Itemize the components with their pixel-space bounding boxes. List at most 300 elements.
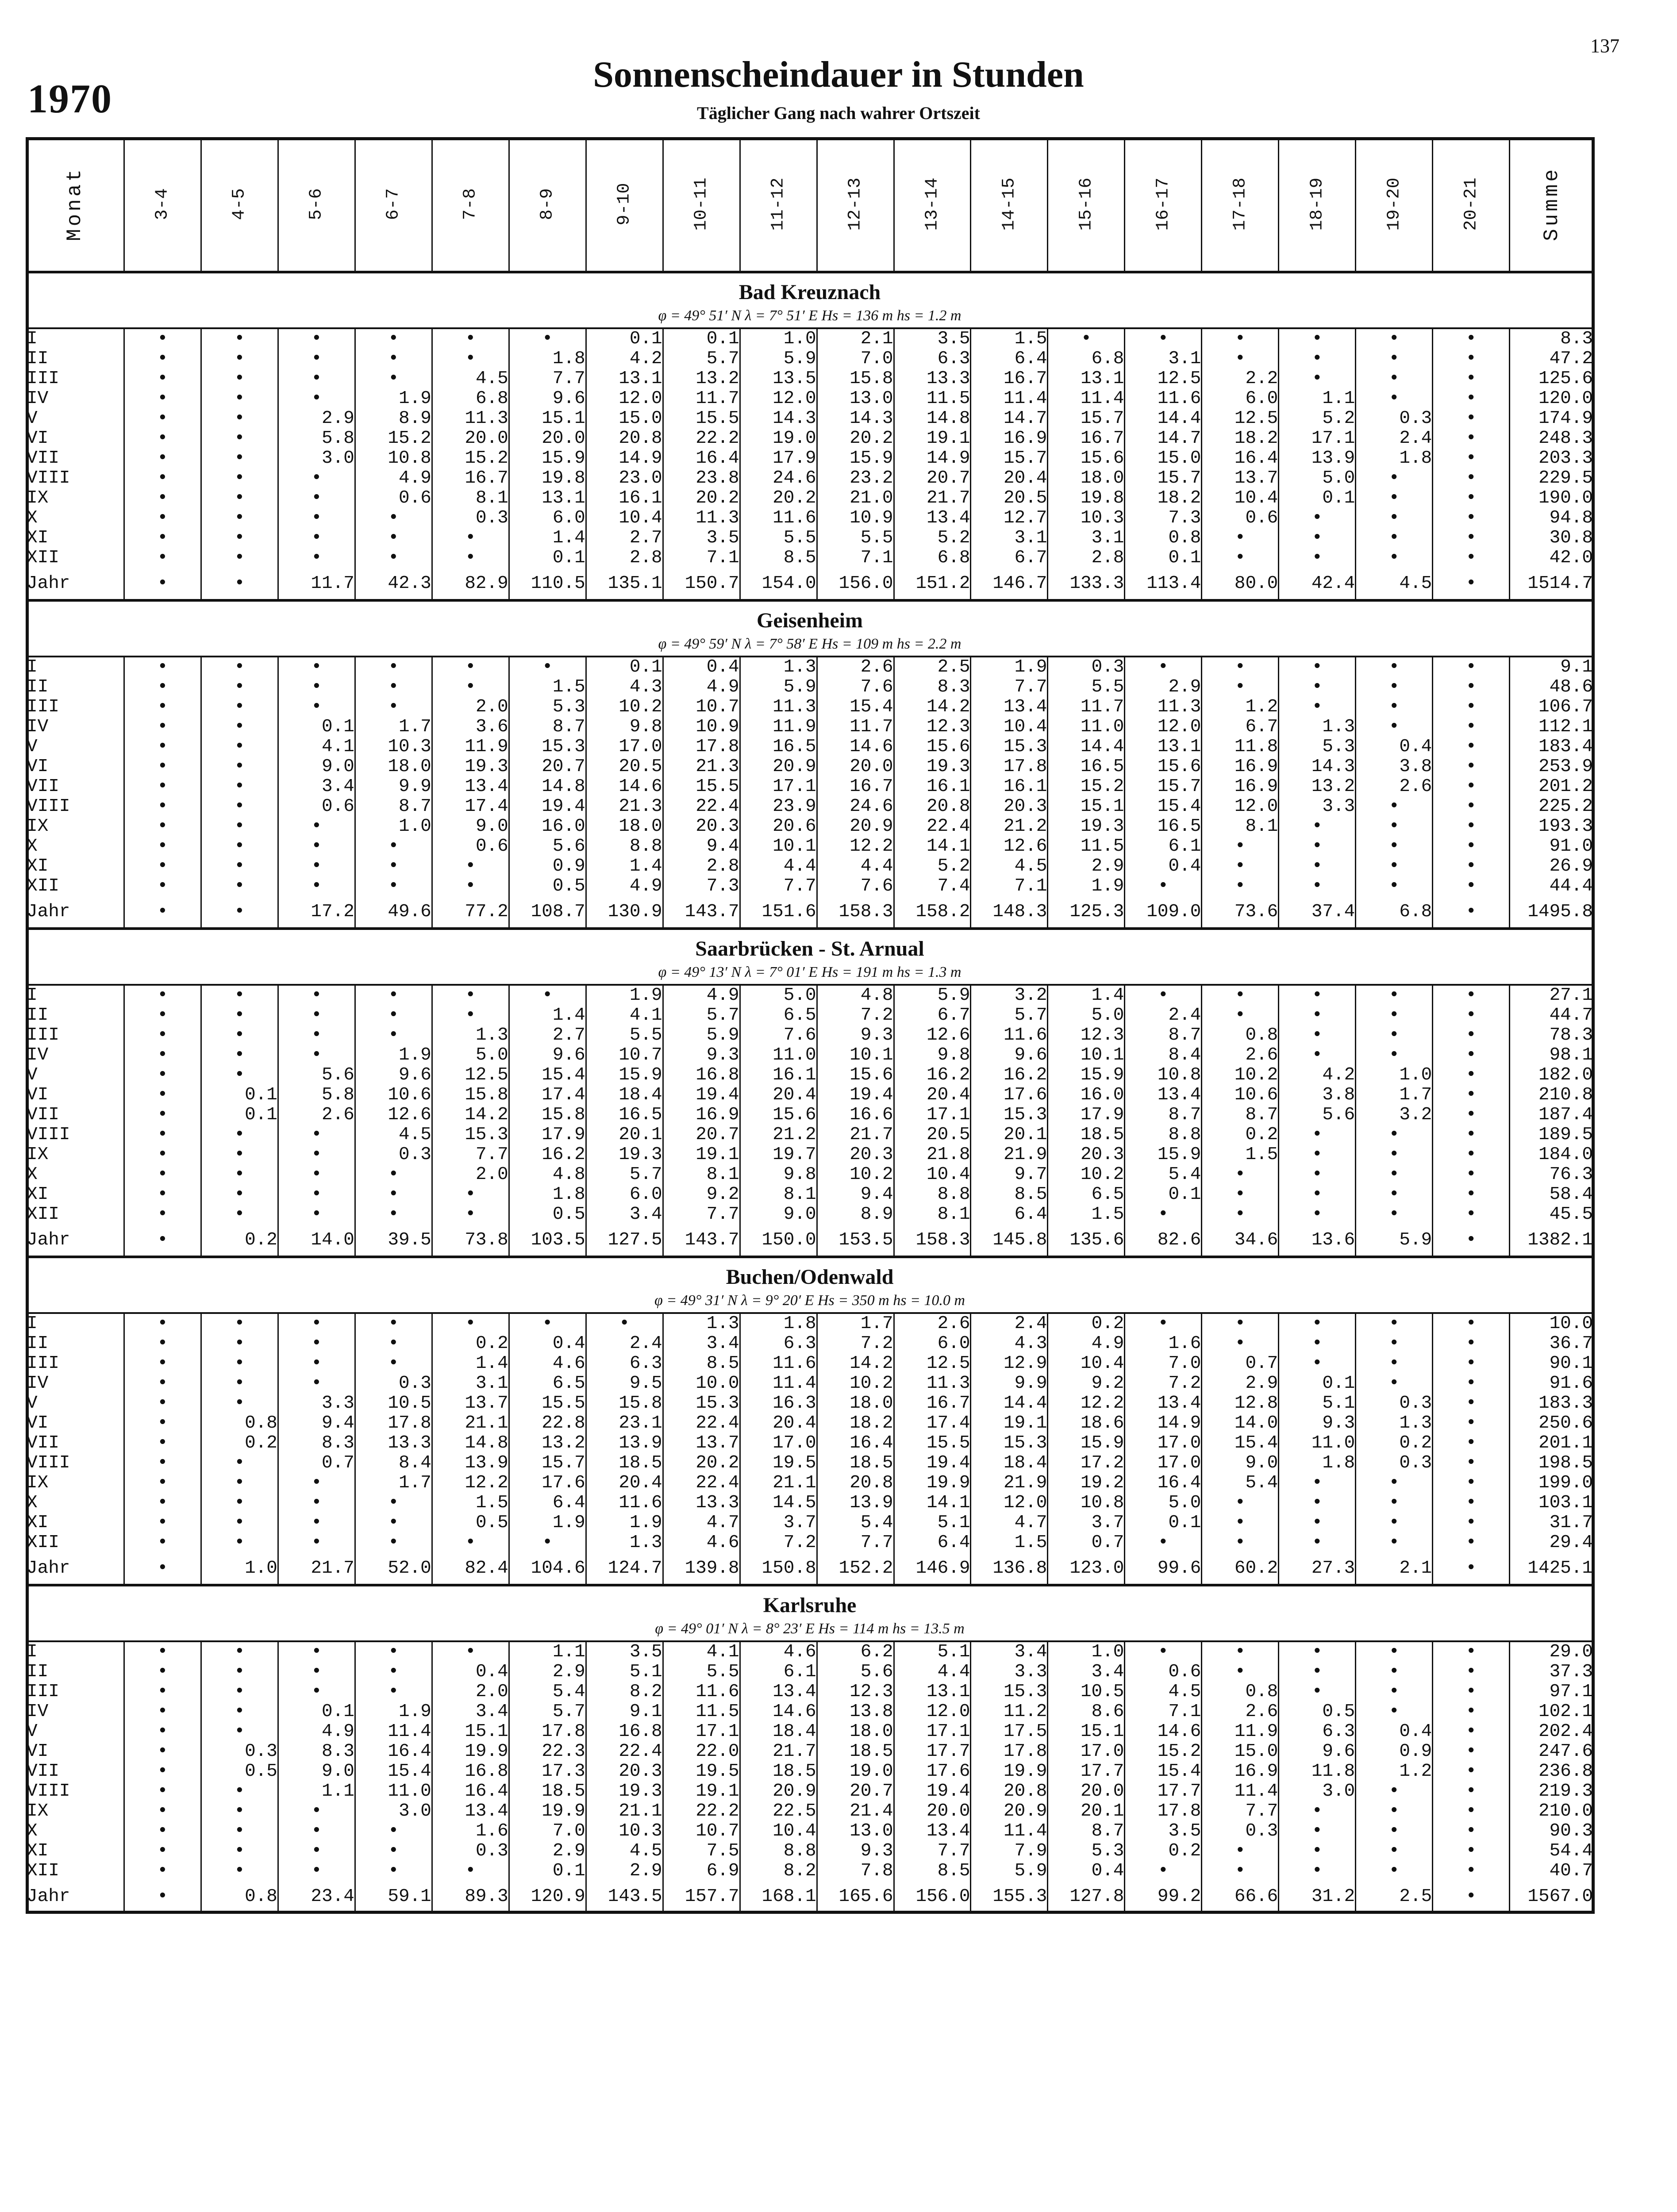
month-label: IV xyxy=(27,717,49,737)
value-cell: 7.6 xyxy=(817,876,894,896)
value-cell: 10.5 xyxy=(1048,1682,1125,1702)
value-cell: 0.3 xyxy=(1356,1394,1433,1413)
value-cell: • xyxy=(1048,328,1125,349)
value-cell: 9.6 xyxy=(509,1045,586,1065)
annual-value: 148.3 xyxy=(971,896,1048,929)
annual-value: 150.8 xyxy=(740,1553,817,1585)
value-cell: 7.1 xyxy=(1125,1702,1202,1722)
value-cell: 20.2 xyxy=(663,1453,740,1473)
value-cell: 5.4 xyxy=(1202,1473,1279,1493)
value-cell: 5.2 xyxy=(894,856,971,876)
value-cell: 1.8 xyxy=(509,349,586,369)
value-cell: 3.1 xyxy=(432,1374,509,1394)
value-cell: 0.7 xyxy=(1048,1533,1125,1553)
value-cell: • xyxy=(124,777,201,797)
value-cell: 1.4 xyxy=(509,1006,586,1025)
value-cell: • xyxy=(1356,1025,1433,1045)
value-cell: 12.0 xyxy=(894,1702,971,1722)
value-cell: 22.4 xyxy=(663,797,740,817)
value-cell: 1.3 xyxy=(586,1533,663,1553)
value-cell: 5.9 xyxy=(663,1025,740,1045)
value-cell: 7.2 xyxy=(1125,1374,1202,1394)
value-cell: 14.4 xyxy=(1125,409,1202,429)
value-cell: 11.9 xyxy=(432,737,509,757)
value-cell: 8.3 xyxy=(894,677,971,697)
table-row xyxy=(27,469,1593,488)
value-cell: 1.9 xyxy=(586,985,663,1006)
value-cell: • xyxy=(201,1334,278,1354)
value-cell: 1.4 xyxy=(432,1354,509,1374)
value-cell: 16.7 xyxy=(894,1394,971,1413)
value-cell: • xyxy=(1356,1841,1433,1861)
value-cell: • xyxy=(278,1513,355,1533)
value-cell: • xyxy=(124,737,201,757)
value-cell: • xyxy=(201,508,278,528)
value-cell: • xyxy=(1433,1682,1510,1702)
value-cell: • xyxy=(355,985,432,1006)
value-cell: 14.6 xyxy=(817,737,894,757)
annual-value: 17.2 xyxy=(278,896,355,929)
value-cell: 0.4 xyxy=(509,1334,586,1354)
table-row xyxy=(27,488,1593,508)
value-cell: 14.8 xyxy=(432,1433,509,1453)
value-cell: 18.4 xyxy=(586,1085,663,1105)
month-label: V xyxy=(27,409,38,429)
value-cell: • xyxy=(278,985,355,1006)
value-cell: • xyxy=(432,328,509,349)
table-row xyxy=(27,1045,1593,1065)
value-cell: 4.3 xyxy=(971,1334,1048,1354)
value-cell: 20.3 xyxy=(971,797,1048,817)
value-cell: 22.4 xyxy=(663,1473,740,1493)
value-cell: • xyxy=(1433,1433,1510,1453)
value-cell: • xyxy=(1279,837,1356,856)
value-cell: 20.3 xyxy=(1048,1145,1125,1165)
month-label: IV xyxy=(27,389,49,409)
annual-value: 60.2 xyxy=(1202,1553,1279,1585)
value-cell: 20.4 xyxy=(740,1413,817,1433)
value-cell: 10.2 xyxy=(1202,1065,1279,1085)
value-cell: 0.8 xyxy=(201,1413,278,1433)
value-cell: 21.1 xyxy=(586,1801,663,1821)
value-cell: • xyxy=(1356,1145,1433,1165)
value-cell: • xyxy=(124,1165,201,1185)
value-cell: 9.2 xyxy=(1048,1374,1125,1394)
value-cell: 6.5 xyxy=(740,1006,817,1025)
value-cell: 3.6 xyxy=(432,717,509,737)
value-cell: • xyxy=(1356,1185,1433,1205)
table-row xyxy=(27,1861,1593,1881)
value-cell: 18.0 xyxy=(355,757,432,777)
value-cell: • xyxy=(355,369,432,389)
value-cell: 16.2 xyxy=(509,1145,586,1165)
value-cell: • xyxy=(355,1821,432,1841)
value-cell: 8.2 xyxy=(740,1861,817,1881)
row-sum: 247.6 xyxy=(1510,1742,1593,1762)
annual-value: 143.5 xyxy=(586,1881,663,1912)
value-cell: • xyxy=(1279,1165,1356,1185)
value-cell: • xyxy=(124,409,201,429)
annual-total-row xyxy=(27,1881,1593,1912)
value-cell: • xyxy=(201,349,278,369)
value-cell: 1.0 xyxy=(1356,1065,1433,1085)
value-cell: • xyxy=(1433,1762,1510,1782)
row-sum: 250.6 xyxy=(1510,1413,1593,1433)
value-cell: 20.9 xyxy=(817,817,894,837)
value-cell: • xyxy=(1125,1641,1202,1662)
value-cell: • xyxy=(355,1006,432,1025)
value-cell: • xyxy=(124,508,201,528)
annual-sum: 1514.7 xyxy=(1510,568,1593,600)
value-cell: 13.4 xyxy=(432,777,509,797)
value-cell: • xyxy=(124,876,201,896)
value-cell: 11.8 xyxy=(1279,1762,1356,1782)
value-cell: 20.6 xyxy=(740,817,817,837)
value-cell: 17.0 xyxy=(1125,1453,1202,1473)
value-cell: • xyxy=(509,1313,586,1334)
value-cell: 0.5 xyxy=(432,1513,509,1533)
value-cell: • xyxy=(1433,389,1510,409)
value-cell: 10.4 xyxy=(1202,488,1279,508)
row-sum: 45.5 xyxy=(1510,1205,1593,1225)
value-cell: • xyxy=(1356,985,1433,1006)
month-label: X xyxy=(27,837,38,856)
value-cell: 15.8 xyxy=(432,1085,509,1105)
station-coordinates-row xyxy=(27,304,1593,328)
value-cell: 3.0 xyxy=(355,1801,432,1821)
value-cell: 19.1 xyxy=(971,1413,1048,1433)
value-cell: 4.9 xyxy=(586,876,663,896)
table-row xyxy=(27,856,1593,876)
value-cell: • xyxy=(1356,657,1433,677)
value-cell: 1.4 xyxy=(1048,985,1125,1006)
value-cell: 22.0 xyxy=(663,1742,740,1762)
value-cell: 8.7 xyxy=(1202,1105,1279,1125)
value-cell: 10.6 xyxy=(355,1085,432,1105)
value-cell: 12.7 xyxy=(971,508,1048,528)
value-cell: 3.5 xyxy=(1125,1821,1202,1841)
value-cell: 3.0 xyxy=(1279,1782,1356,1801)
value-cell: 13.0 xyxy=(817,1821,894,1841)
value-cell: 11.5 xyxy=(1048,837,1125,856)
value-cell: 1.5 xyxy=(971,1533,1048,1553)
value-cell: 16.4 xyxy=(1125,1473,1202,1493)
row-sum: 193.3 xyxy=(1510,817,1593,837)
station-coordinates: φ = 49° 01′ N λ = 8° 23′ E Hs = 114 m hs = 13.5 m xyxy=(27,1617,1593,1641)
station-name-row xyxy=(27,1585,1593,1617)
annual-value: 143.7 xyxy=(663,896,740,929)
month-label: VI xyxy=(27,1742,49,1762)
value-cell: 3.4 xyxy=(432,1702,509,1722)
value-cell: • xyxy=(1125,1313,1202,1334)
month-label: I xyxy=(27,1313,38,1334)
month-label: VI xyxy=(27,1413,49,1433)
value-cell: 16.6 xyxy=(817,1105,894,1125)
month-label: XII xyxy=(27,1533,59,1553)
value-cell: • xyxy=(1279,1513,1356,1533)
value-cell: • xyxy=(201,757,278,777)
value-cell: 13.1 xyxy=(1125,737,1202,757)
value-cell: • xyxy=(1279,1334,1356,1354)
value-cell: 4.6 xyxy=(740,1641,817,1662)
value-cell: • xyxy=(1433,1185,1510,1205)
value-cell: 15.9 xyxy=(817,449,894,469)
value-cell: 22.2 xyxy=(663,1801,740,1821)
value-cell: 20.2 xyxy=(663,488,740,508)
value-cell: • xyxy=(278,1205,355,1225)
value-cell: 10.3 xyxy=(586,1821,663,1841)
annual-value: 168.1 xyxy=(740,1881,817,1912)
value-cell: • xyxy=(278,488,355,508)
annual-value: • xyxy=(1433,896,1510,929)
value-cell: 6.4 xyxy=(971,1205,1048,1225)
value-cell: 10.4 xyxy=(586,508,663,528)
value-cell: 6.1 xyxy=(740,1662,817,1682)
value-cell: 1.8 xyxy=(1356,449,1433,469)
value-cell: • xyxy=(1356,508,1433,528)
value-cell: • xyxy=(124,1394,201,1413)
value-cell: 4.1 xyxy=(278,737,355,757)
value-cell: • xyxy=(1356,1821,1433,1841)
value-cell: • xyxy=(1279,1801,1356,1821)
value-cell: 18.0 xyxy=(817,1722,894,1742)
value-cell: 15.4 xyxy=(1125,1762,1202,1782)
value-cell: • xyxy=(201,389,278,409)
value-cell: 2.8 xyxy=(663,856,740,876)
value-cell: 12.5 xyxy=(1125,369,1202,389)
value-cell: • xyxy=(201,1641,278,1662)
value-cell: 16.4 xyxy=(355,1742,432,1762)
value-cell: 17.8 xyxy=(663,737,740,757)
value-cell: • xyxy=(201,409,278,429)
value-cell: 20.7 xyxy=(817,1782,894,1801)
value-cell: 4.4 xyxy=(740,856,817,876)
table-row xyxy=(27,1533,1593,1553)
value-cell: 11.7 xyxy=(1048,697,1125,717)
value-cell: 6.7 xyxy=(971,548,1048,568)
value-cell: 11.8 xyxy=(1202,737,1279,757)
value-cell: 4.8 xyxy=(509,1165,586,1185)
value-cell: • xyxy=(355,1641,432,1662)
value-cell: 11.6 xyxy=(971,1025,1048,1045)
value-cell: 17.8 xyxy=(971,757,1048,777)
value-cell: • xyxy=(1202,1006,1279,1025)
annual-value: • xyxy=(1433,1881,1510,1912)
row-sum: 203.3 xyxy=(1510,449,1593,469)
value-cell: 13.9 xyxy=(586,1433,663,1453)
column-header xyxy=(817,137,894,272)
column-header-label: 18-19 xyxy=(1307,177,1327,231)
value-cell: 22.4 xyxy=(663,1413,740,1433)
value-cell: • xyxy=(201,1394,278,1413)
value-cell: 13.1 xyxy=(586,369,663,389)
value-cell: 19.3 xyxy=(894,757,971,777)
value-cell: 14.6 xyxy=(1125,1722,1202,1742)
value-cell: 16.5 xyxy=(586,1105,663,1125)
value-cell: • xyxy=(278,1313,355,1334)
value-cell: 6.4 xyxy=(894,1533,971,1553)
value-cell: • xyxy=(278,837,355,856)
value-cell: • xyxy=(124,389,201,409)
column-header-label: 8-9 xyxy=(537,188,558,220)
value-cell: 7.2 xyxy=(817,1006,894,1025)
value-cell: 18.0 xyxy=(1048,469,1125,488)
value-cell: • xyxy=(1202,876,1279,896)
value-cell: 5.2 xyxy=(894,528,971,548)
value-cell: • xyxy=(124,1334,201,1354)
value-cell: • xyxy=(355,697,432,717)
year-heading: 1970 xyxy=(27,76,112,121)
value-cell: 17.7 xyxy=(1125,1782,1202,1801)
value-cell: • xyxy=(1125,657,1202,677)
value-cell: • xyxy=(124,717,201,737)
value-cell: 13.3 xyxy=(355,1433,432,1453)
value-cell: 19.8 xyxy=(509,469,586,488)
table-row xyxy=(27,817,1593,837)
value-cell: • xyxy=(1202,1641,1279,1662)
value-cell: 8.8 xyxy=(586,837,663,856)
month-label: I xyxy=(27,329,38,349)
value-cell: 0.3 xyxy=(432,1841,509,1861)
annual-value: 113.4 xyxy=(1125,568,1202,600)
value-cell: 14.4 xyxy=(1048,737,1125,757)
column-header xyxy=(1202,137,1279,272)
row-sum: 42.0 xyxy=(1510,548,1593,568)
value-cell: 12.2 xyxy=(817,837,894,856)
value-cell: • xyxy=(1433,817,1510,837)
value-cell: 11.4 xyxy=(1048,389,1125,409)
value-cell: 2.6 xyxy=(278,1105,355,1125)
column-header xyxy=(971,137,1048,272)
row-sum: 210.8 xyxy=(1510,1085,1593,1105)
value-cell: • xyxy=(124,1742,201,1762)
value-cell: • xyxy=(201,1145,278,1165)
value-cell: 15.7 xyxy=(509,1453,586,1473)
value-cell: 2.9 xyxy=(1202,1374,1279,1394)
value-cell: 23.8 xyxy=(663,469,740,488)
value-cell: • xyxy=(201,1841,278,1861)
value-cell: 7.3 xyxy=(663,876,740,896)
value-cell: 3.5 xyxy=(894,328,971,349)
table-row xyxy=(27,1185,1593,1205)
value-cell: 2.0 xyxy=(432,1682,509,1702)
value-cell: 0.5 xyxy=(509,876,586,896)
value-cell: 4.4 xyxy=(817,856,894,876)
value-cell: 12.8 xyxy=(1202,1394,1279,1413)
value-cell: • xyxy=(124,657,201,677)
value-cell: 19.1 xyxy=(663,1145,740,1165)
value-cell: 20.4 xyxy=(740,1085,817,1105)
value-cell: • xyxy=(201,1473,278,1493)
value-cell: 21.8 xyxy=(894,1145,971,1165)
month-label: II xyxy=(27,349,49,369)
annual-value: 110.5 xyxy=(509,568,586,600)
value-cell: • xyxy=(278,1641,355,1662)
value-cell: 11.5 xyxy=(894,389,971,409)
value-cell: 6.0 xyxy=(894,1334,971,1354)
value-cell: 15.6 xyxy=(1125,757,1202,777)
annual-value: • xyxy=(1433,1553,1510,1585)
month-label: III xyxy=(27,1354,59,1374)
table-row xyxy=(27,429,1593,449)
annual-value: • xyxy=(124,1881,201,1912)
value-cell: 14.1 xyxy=(894,1493,971,1513)
table-row xyxy=(27,876,1593,896)
value-cell: 19.9 xyxy=(509,1801,586,1821)
value-cell: 8.4 xyxy=(355,1453,432,1473)
value-cell: 15.9 xyxy=(586,1065,663,1085)
annual-value: 89.3 xyxy=(432,1881,509,1912)
value-cell: 19.0 xyxy=(817,1762,894,1782)
month-label: IX xyxy=(27,1473,49,1493)
value-cell: 15.8 xyxy=(509,1105,586,1125)
value-cell: • xyxy=(1356,1861,1433,1881)
value-cell: 1.0 xyxy=(355,817,432,837)
value-cell: • xyxy=(201,1493,278,1513)
column-header-label: 7-8 xyxy=(460,188,481,220)
value-cell: • xyxy=(278,1533,355,1553)
value-cell: 10.2 xyxy=(817,1374,894,1394)
value-cell: 4.5 xyxy=(586,1841,663,1861)
value-cell: 5.6 xyxy=(817,1662,894,1682)
value-cell: 13.4 xyxy=(971,697,1048,717)
value-cell: 16.0 xyxy=(509,817,586,837)
column-header-label: 20-21 xyxy=(1461,177,1481,231)
value-cell: • xyxy=(1433,1513,1510,1533)
table-row xyxy=(27,1433,1593,1453)
value-cell: • xyxy=(201,328,278,349)
month-label: II xyxy=(27,1334,49,1354)
table-row xyxy=(27,797,1593,817)
value-cell: 8.7 xyxy=(1048,1821,1125,1841)
month-label: V xyxy=(27,1065,38,1085)
value-cell: 17.8 xyxy=(971,1742,1048,1762)
value-cell: 11.5 xyxy=(663,1702,740,1722)
value-cell: 21.2 xyxy=(971,817,1048,837)
value-cell: 1.5 xyxy=(509,677,586,697)
value-cell: 19.5 xyxy=(663,1762,740,1782)
value-cell: 14.3 xyxy=(817,409,894,429)
value-cell: 9.3 xyxy=(817,1841,894,1861)
value-cell: 13.2 xyxy=(509,1433,586,1453)
value-cell: 23.2 xyxy=(817,469,894,488)
month-label: VI xyxy=(27,1085,49,1105)
value-cell: • xyxy=(1433,508,1510,528)
value-cell: 2.9 xyxy=(509,1841,586,1861)
value-cell: 0.4 xyxy=(663,657,740,677)
value-cell: • xyxy=(1356,1125,1433,1145)
value-cell: • xyxy=(1433,657,1510,677)
value-cell: 0.1 xyxy=(586,657,663,677)
annual-value: 104.6 xyxy=(509,1553,586,1585)
value-cell: • xyxy=(1202,1493,1279,1513)
value-cell: • xyxy=(278,1473,355,1493)
value-cell: 20.3 xyxy=(663,817,740,837)
value-cell: 14.3 xyxy=(740,409,817,429)
value-cell: 7.8 xyxy=(817,1861,894,1881)
value-cell: 18.2 xyxy=(1202,429,1279,449)
value-cell: 16.7 xyxy=(1048,429,1125,449)
value-cell: 0.6 xyxy=(1202,508,1279,528)
value-cell: 10.7 xyxy=(663,1821,740,1841)
value-cell: 7.1 xyxy=(817,548,894,568)
value-cell: • xyxy=(278,328,355,349)
value-cell: 14.2 xyxy=(432,1105,509,1125)
value-cell: 0.4 xyxy=(1048,1861,1125,1881)
value-cell: 7.0 xyxy=(817,349,894,369)
value-cell: • xyxy=(355,1354,432,1374)
value-cell: • xyxy=(1202,528,1279,548)
